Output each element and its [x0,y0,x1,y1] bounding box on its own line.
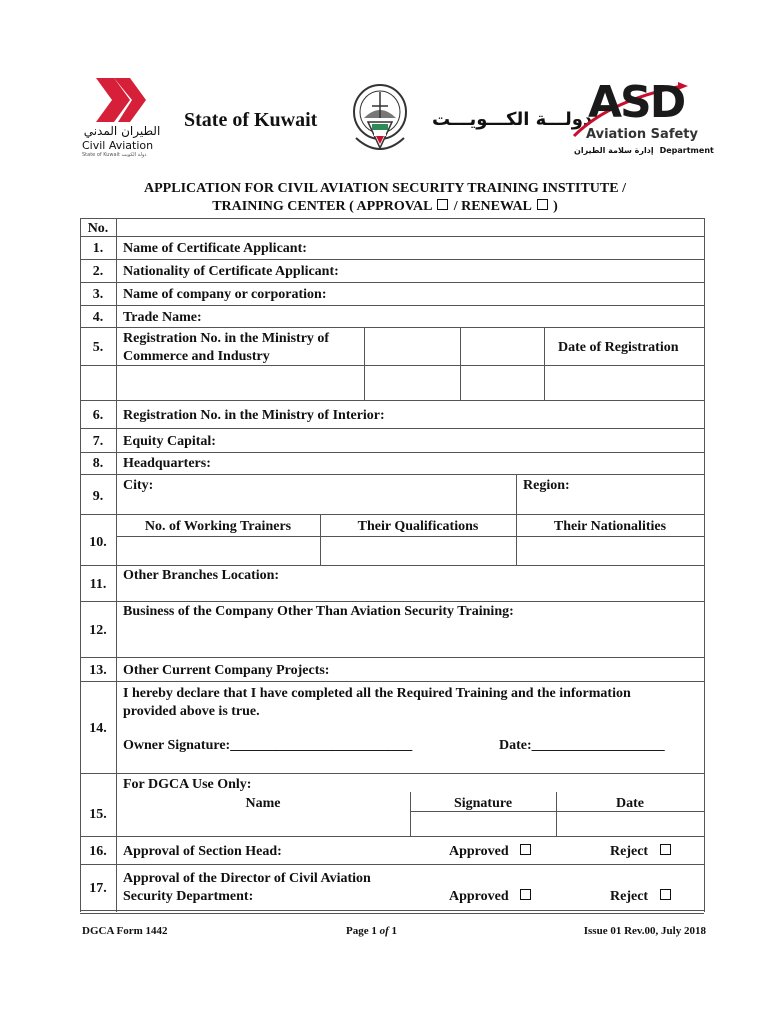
form-title-line2 [0,198,770,215]
row8-label: Headquarters: [123,456,211,471]
row2-num: 2. [92,264,104,279]
row5-label-line1: Registration No. in the Ministry of [123,331,330,346]
civil-aviation-logo [82,78,162,160]
state-of-kuwait-ar: دولـــة الكـــويـــت [432,109,593,130]
owner-signature-field[interactable]: Owner Signature:__________________________ [123,738,413,753]
dgca-use-only-label: For DGCA Use Only: [123,777,252,792]
row6-num: 6. [92,408,104,423]
approval-checkbox[interactable] [437,199,448,210]
declaration-line2: provided above is true. [123,704,260,719]
row16-reject-label: Reject [610,844,649,859]
row5-label-line2: Commerce and Industry [123,349,270,364]
row12-label: Business of the Company Other Than Aviation Security Training: [123,604,514,619]
row3-label: Name of company or corporation: [123,287,327,302]
title-approval-text: TRAINING CENTER ( APPROVAL [212,199,432,214]
asd-name: Aviation Safety [586,127,698,142]
row13-label: Other Current Company Projects: [123,663,330,678]
region-label: Region: [523,478,570,493]
row17-approved-option [449,888,533,905]
nationalities-header: Their Nationalities [553,519,667,534]
row11-num: 11. [89,577,107,592]
row17-num: 17. [89,881,107,896]
footer-page-a: Page 1 [346,925,377,937]
asd-letters: ASD [588,77,685,128]
asd-sub-ar: إدارة سلامة الطيران [574,146,654,155]
row16-num: 16. [89,844,107,859]
row9-num: 9. [92,489,104,504]
form-title-line1: APPLICATION FOR CIVIL AVIATION SECURITY TRAINING INSTITUTE / [144,181,626,196]
row15-num: 15. [89,807,107,822]
civil-aviation-arabic: الطيران المدني [83,124,161,138]
row16-approved-label: Approved [449,844,509,859]
declaration-line1: I hereby declare that I have completed all the Required Training and the information [123,686,631,701]
row2-label: Nationality of Certificate Applicant: [123,264,339,279]
working-trainers-header: No. of Working Trainers [144,519,292,534]
row4-label: Trade Name: [123,310,202,325]
row16-approved-option [449,843,533,860]
asd-sub-en: Department [659,146,714,155]
dgca-name-header: Name [245,796,281,811]
date-of-registration-label: Date of Registration [558,340,679,355]
row7-label: Equity Capital: [123,434,216,449]
kuwait-emblem [350,82,410,162]
row16-approved-checkbox[interactable] [520,844,531,855]
row17-reject-option [610,888,673,905]
state-of-kuwait-en: State of Kuwait [184,109,318,131]
row3-num: 3. [92,287,104,302]
row8-num: 8. [92,456,104,471]
dgca-signature-header: Signature [453,796,513,811]
asd-logo [570,77,714,162]
row1-label: Name of Certificate Applicant: [123,241,307,256]
row16-label: Approval of Section Head: [123,844,282,859]
row5-num: 5. [92,340,104,355]
title-close-paren: ) [553,199,558,214]
civil-aviation-chevron-icon [96,78,146,122]
civil-aviation-english: Civil Aviation [82,139,154,152]
row11-label: Other Branches Location: [123,568,280,583]
row6-label: Registration No. in the Ministry of Interior: [123,408,385,423]
row17-reject-label: Reject [610,889,649,904]
row17-approved-label: Approved [449,889,509,904]
row4-num: 4. [92,310,104,325]
footer-page-of: of [379,925,389,937]
row12-num: 12. [89,623,107,638]
kuwait-emblem-icon [350,82,410,162]
no-header: No. [87,221,109,236]
row14-num: 14. [89,721,107,736]
footer-page-b: 1 [391,925,398,937]
renewal-checkbox[interactable] [537,199,548,210]
row17-label-line1: Approval of the Director of Civil Aviation [123,871,371,886]
footer-form-number: DGCA Form 1442 [82,925,168,937]
city-label: City: [123,478,154,493]
row16-reject-checkbox[interactable] [660,844,671,855]
row1-num: 1. [92,241,104,256]
title-renewal-text: / RENEWAL [453,199,532,214]
row17-reject-checkbox[interactable] [660,889,671,900]
row7-num: 7. [92,434,104,449]
qualifications-header: Their Qualifications [357,519,479,534]
row17-label-line2: Security Department: [123,889,254,904]
row16-reject-option [610,843,673,860]
dgca-date-header: Date [616,796,644,811]
footer-issue: Issue 01 Rev.00, July 2018 [583,925,706,937]
row13-num: 13. [89,663,107,678]
declaration-date-field[interactable]: Date:___________________ [499,738,665,753]
row10-num: 10. [89,535,107,550]
civil-aviation-small: State of Kuwait دولة الكويت [82,152,147,158]
footer-page-number [346,924,397,938]
row17-approved-checkbox[interactable] [520,889,531,900]
